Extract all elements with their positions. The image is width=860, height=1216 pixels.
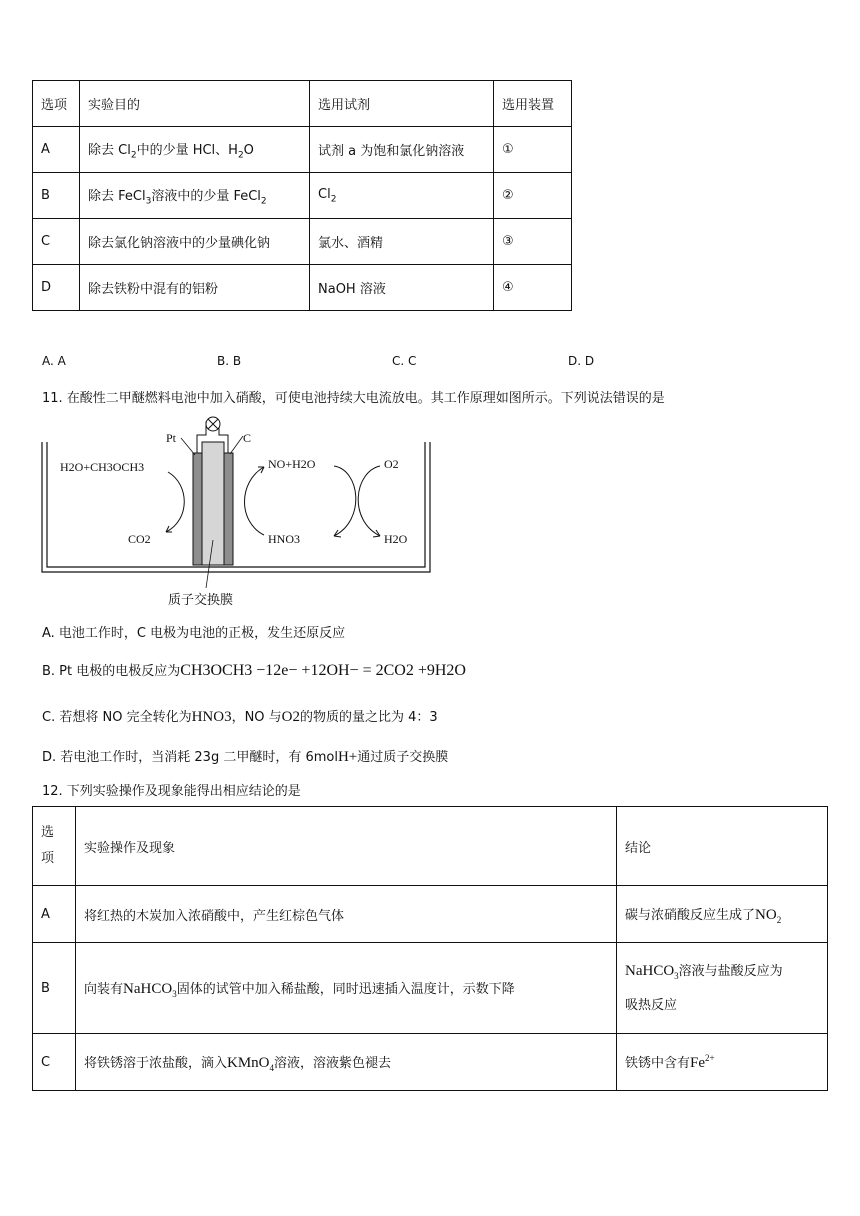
purpose-cell: 除去 FeCl$_3$溶液中的少量 FeCl$_2$ (80, 173, 310, 219)
table-row (33, 127, 572, 173)
pt-label: Pt (166, 431, 177, 445)
table-header-cell: 结论 (617, 807, 828, 886)
choice-d[interactable]: D. D (568, 354, 595, 368)
option-cell: C (33, 1034, 76, 1091)
operation-cell: 将铁锈溶于浓盐酸，滴入KMnO$_4$溶液，溶液紫色褪去 (76, 1034, 617, 1091)
hno3-label: HNO3 (268, 532, 300, 546)
q11-option-b[interactable]: B. Pt 电极的电极反应为CH3OCH3 −12e− +12OH− = 2CO2 +9H2O (42, 662, 466, 679)
o2-label: O2 (384, 457, 399, 471)
fuel-cell-diagram (38, 410, 438, 610)
option-cell: C (33, 219, 80, 265)
membrane-label: 质子交换膜 (168, 593, 234, 608)
device-cell: ③ (494, 219, 572, 265)
table-header-cell: 选用装置 (494, 81, 572, 127)
purpose-cell: 除去 $Cl_2$中的少量 HCl、$H_2O$ (80, 127, 310, 173)
experiment-table (32, 806, 828, 1091)
reactant-label: H2O+CH3OCH3 (60, 460, 145, 474)
table-header-cell: 实验目的 (80, 81, 310, 127)
question-12-stem: 12. 下列实验操作及现象能得出相应结论的是 (42, 784, 301, 799)
purpose-cell: 除去铁粉中混有的铝粉 (80, 265, 310, 311)
conclusion-cell: 铁锈中含有$Fe^{2+}$ (617, 1034, 828, 1091)
table-header-cell: 选 项 (33, 807, 76, 886)
device-cell: ① (494, 127, 572, 173)
question-11-stem: 11. 在酸性二甲醚燃料电池中加入硝酸，可使电池持续大电流放电。其工作原理如图所示。下列说法错误的是 (42, 391, 665, 406)
table-header-cell: 选用试剂 (310, 81, 494, 127)
device-cell: ② (494, 173, 572, 219)
c-label: C (243, 431, 252, 445)
conclusion-cell: NaHCO$_3$溶液与盐酸反应为 吸热反应 (617, 943, 828, 1034)
conclusion-cell: 碳与浓硝酸反应生成了$NO_2$ (617, 886, 828, 943)
reagent-cell: $Cl_2$ (310, 173, 494, 219)
operation-cell: 向装有NaHCO$_3$固体的试管中加入稀盐酸，同时迅速插入温度计，示数下降 (76, 943, 617, 1034)
reagent-table (32, 80, 572, 311)
table-row (33, 943, 828, 1034)
operation-cell: 将红热的木炭加入浓硝酸中，产生红棕色气体 (76, 886, 617, 943)
q11-option-c[interactable]: C. 若想将 NO 完全转化为HNO3，NO 与O2的物质的量之比为 4：3 (42, 709, 438, 725)
option-cell: B (33, 943, 76, 1034)
choice-c[interactable]: C. C (392, 354, 417, 368)
option-cell: A (33, 886, 76, 943)
option-cell: D (33, 265, 80, 311)
option-cell: A (33, 127, 80, 173)
purpose-cell: 除去氯化钠溶液中的少量碘化钠 (80, 219, 310, 265)
table-row (33, 886, 828, 943)
table-header-cell: 选项 (33, 81, 80, 127)
table-header-row (33, 81, 572, 127)
table-header-cell: 实验操作及现象 (76, 807, 617, 886)
electrode-equation: CH3OCH3 −12e− +12OH− = 2CO2 +9H2O (180, 662, 466, 679)
table-row (33, 265, 572, 311)
option-cell: B (33, 173, 80, 219)
product-co2-label: CO2 (128, 532, 151, 546)
q11-option-d[interactable]: D. 若电池工作时，当消耗 23g 二甲醚时，有 6molH+通过质子交换膜 (42, 749, 449, 765)
table-row (33, 1034, 828, 1091)
choice-b[interactable]: B. B (217, 354, 242, 368)
table-header-row (33, 807, 828, 886)
reagent-cell: 试剂 a 为饱和氯化钠溶液 (310, 127, 494, 173)
device-cell: ④ (494, 265, 572, 311)
reagent-cell: 氯水、酒精 (310, 219, 494, 265)
table-row (33, 173, 572, 219)
h2o-product-label: H2O (384, 532, 408, 546)
q11-option-a[interactable]: A. 电池工作时，C 电极为电池的正极，发生还原反应 (42, 626, 346, 641)
table-row (33, 219, 572, 265)
no-h2o-label: NO+H2O (268, 457, 316, 471)
reagent-cell: NaOH 溶液 (310, 265, 494, 311)
choice-a[interactable]: A. A (42, 354, 66, 368)
